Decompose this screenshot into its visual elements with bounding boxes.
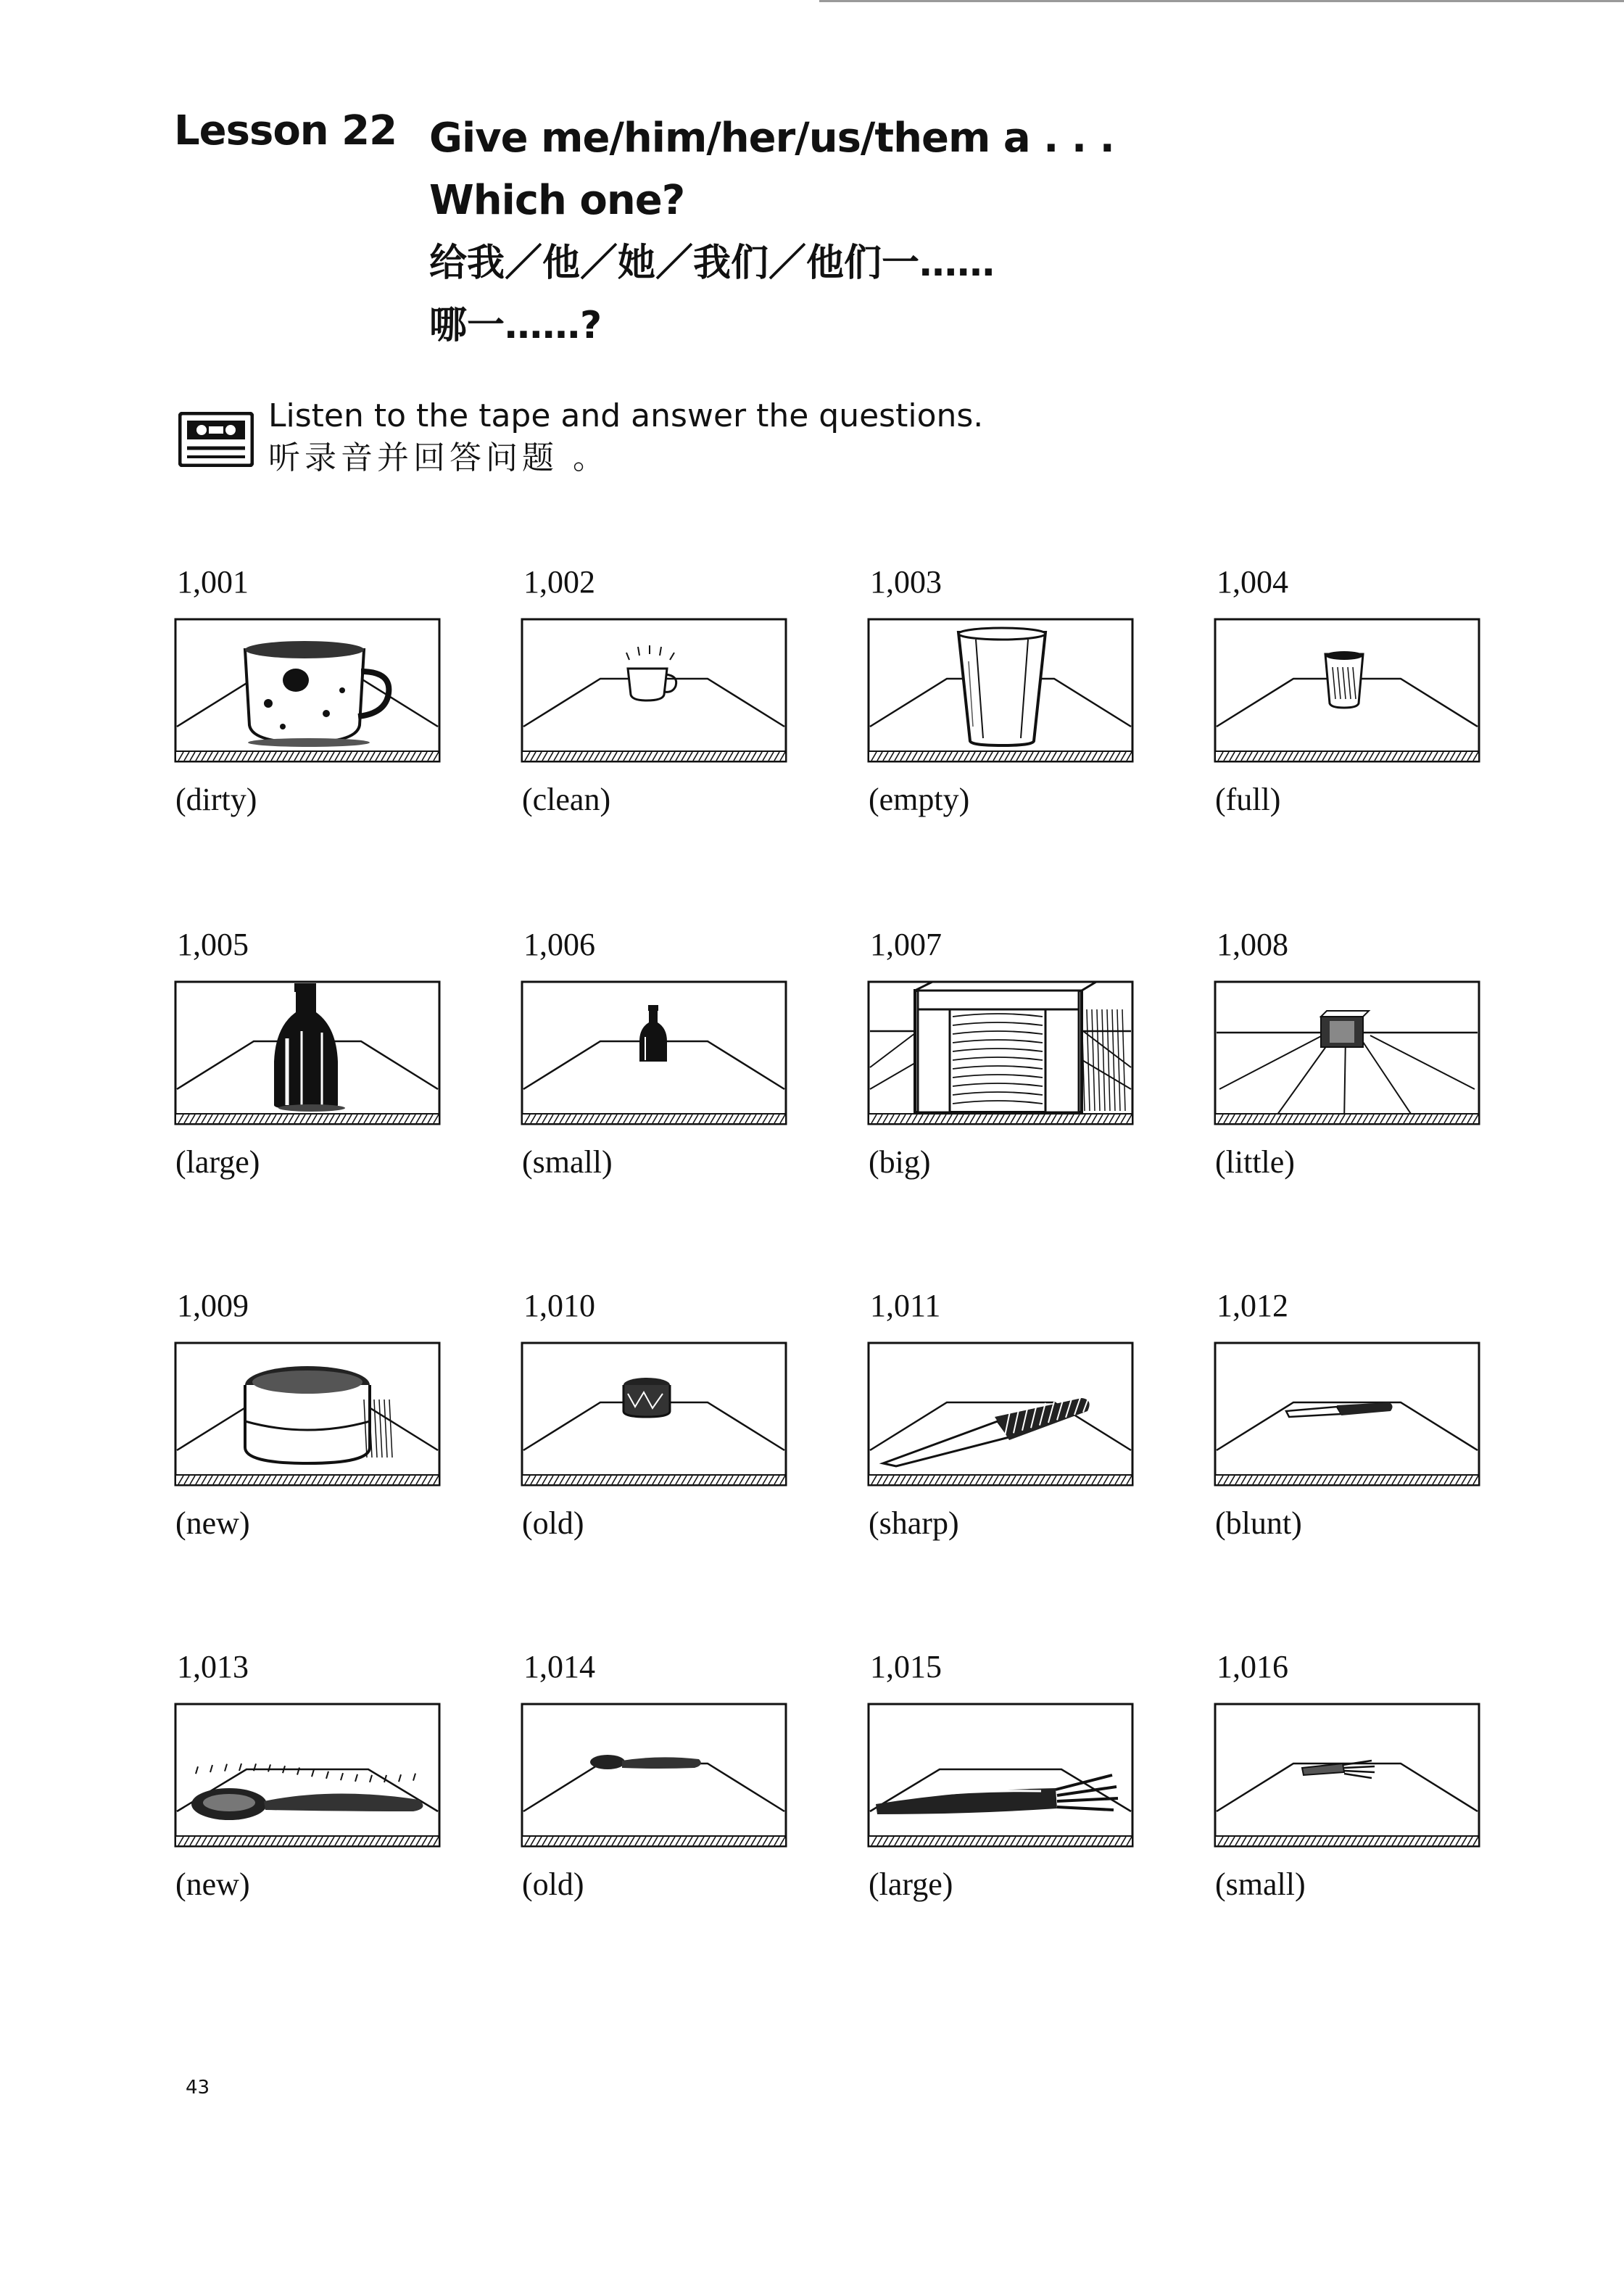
item-number: 1,003 [870, 564, 942, 600]
page-number: 43 [186, 2077, 210, 2099]
clean-cup-illustration [521, 618, 787, 763]
new-tin-illustration [174, 1341, 441, 1487]
item-caption: (dirty) [175, 782, 257, 817]
exercise-item [521, 1649, 796, 1939]
item-number: 1,011 [870, 1288, 941, 1323]
big-box-illustration [867, 980, 1134, 1125]
top-edge-rule [819, 0, 1624, 2]
small-fork-illustration [1214, 1703, 1480, 1848]
exercise-item [174, 1649, 450, 1939]
exercise-item [174, 1288, 450, 1578]
exercise-item [867, 927, 1143, 1217]
large-bottle-illustration [174, 980, 441, 1125]
lesson-label: Lesson 22 [174, 107, 397, 154]
item-number: 1,014 [523, 1649, 595, 1684]
item-caption: (new) [175, 1505, 250, 1541]
item-number: 1,009 [177, 1288, 249, 1323]
old-tin-illustration [521, 1341, 787, 1487]
item-caption: (blunt) [1215, 1505, 1302, 1541]
item-number: 1,012 [1217, 1288, 1288, 1323]
large-fork-illustration [867, 1703, 1134, 1848]
item-caption: (new) [175, 1866, 250, 1902]
item-number: 1,001 [177, 564, 249, 600]
item-number: 1,013 [177, 1649, 249, 1684]
item-number: 1,016 [1217, 1649, 1288, 1684]
item-caption: (full) [1215, 782, 1281, 817]
item-caption: (big) [869, 1144, 931, 1180]
title-english-line-2: Which one? [429, 177, 685, 224]
item-caption: (old) [522, 1866, 584, 1902]
exercise-item [1214, 564, 1489, 854]
item-caption: (small) [1215, 1866, 1306, 1902]
blunt-knife-illustration [1214, 1341, 1480, 1487]
exercise-item [521, 1288, 796, 1578]
title-english-line-1: Give me/him/her/us/them a . . . [429, 115, 1114, 162]
exercise-item [521, 927, 796, 1217]
title-chinese-line-2: 哪一……? [429, 304, 602, 347]
exercise-item [867, 1288, 1143, 1578]
item-number: 1,008 [1217, 927, 1288, 962]
exercise-grid [174, 564, 1515, 2022]
item-number: 1,007 [870, 927, 942, 962]
sharp-knife-illustration [867, 1341, 1134, 1487]
item-number: 1,002 [523, 564, 595, 600]
empty-glass-illustration [867, 618, 1134, 763]
lesson-title [429, 107, 1114, 357]
item-number: 1,006 [523, 927, 595, 962]
exercise-item [174, 564, 450, 854]
exercise-item [867, 564, 1143, 854]
full-glass-illustration [1214, 618, 1480, 763]
item-caption: (little) [1215, 1144, 1295, 1180]
exercise-item [1214, 1288, 1489, 1578]
item-number: 1,015 [870, 1649, 942, 1684]
item-caption: (large) [175, 1144, 260, 1180]
exercise-item [174, 927, 450, 1217]
new-spoon-illustration [174, 1703, 441, 1848]
item-number: 1,005 [177, 927, 249, 962]
item-number: 1,010 [523, 1288, 595, 1323]
item-caption: (clean) [522, 782, 611, 817]
item-caption: (large) [869, 1866, 953, 1902]
instruction-chinese: 听录音并回答问题 。 [268, 439, 609, 476]
item-caption: (small) [522, 1144, 613, 1180]
instruction [268, 396, 983, 480]
small-bottle-illustration [521, 980, 787, 1125]
dirty-cup-illustration [174, 618, 441, 763]
little-box-illustration [1214, 980, 1480, 1125]
title-chinese-line-1: 给我／他／她／我们／他们一…… [429, 241, 995, 285]
exercise-item [1214, 1649, 1489, 1939]
instruction-english: Listen to the tape and answer the questions. [268, 397, 984, 434]
item-caption: (old) [522, 1505, 584, 1541]
item-caption: (empty) [869, 782, 970, 817]
item-number: 1,004 [1217, 564, 1288, 600]
cassette-tape-icon [178, 412, 254, 467]
item-caption: (sharp) [869, 1505, 959, 1541]
exercise-item [1214, 927, 1489, 1217]
old-spoon-illustration [521, 1703, 787, 1848]
exercise-item [867, 1649, 1143, 1939]
exercise-item [521, 564, 796, 854]
